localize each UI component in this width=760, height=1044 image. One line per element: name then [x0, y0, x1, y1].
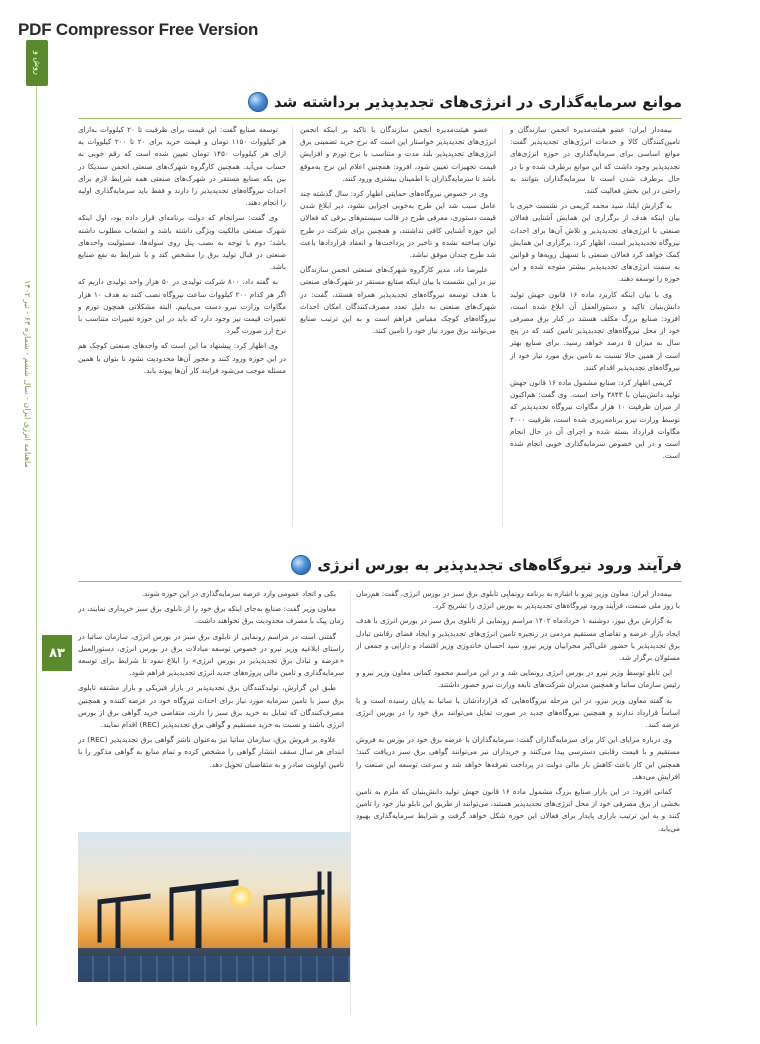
paragraph: معاون وزیر گفت: صنایع به‌جای اینکه برق خود را از تابلوی برق سبز خریداری نمایند، در زمان پیک با مصرف محدودیت برق نخواهند داشت. — [78, 604, 344, 626]
article1-title: موانع سرمایه‌گذاری در انرژی‌های تجدیدپذیر برداشته شد — [273, 93, 682, 111]
watermark: PDF Compressor Free Version — [18, 20, 259, 39]
paragraph: به گفته داد، ۸۰۰ شرکت تولیدی در ۵۰ هزار واحد تولیدی داریم که اگر هر کدام ۲۰۰ کیلووات ساعت نیروگاه نصب کنند به هدف ۱۰ هزار مگاوات وزارت نیرو دست می‌یابیم. البته مشکلاتی همچون تورم و تغییرات قیمت نیز وجود دارد که باید در این حوزه تغییرات متناسب با نرخ ارز صورت گیرد. — [78, 277, 286, 336]
globe-icon — [248, 92, 268, 112]
article1-column-1 — [510, 124, 680, 529]
side-rule — [36, 86, 37, 1026]
column-divider — [502, 126, 503, 526]
paragraph: وی در خصوص نیروگاه‌های حمایتی اظهار کرد: سال گذشته چند عامل سبب شد این طرح به‌خوبی اجرایی نشود، دیر ابلاغ شدن قیمت دستوری، معرفی طرح در قالب سیستم‌های برقی که فعالان این حوزه آشنایی کافی نداشتند، و همچنین برای شرکت در طرح توان ساخته نشده و تاخیر در پرداخت‌ها و انعقاد قراردادها باعث شد طرح چندان موفق نباشد. — [300, 189, 496, 260]
paragraph: وی گفت: سرانجام که دولت برنامه‌ای قرار داده بود، اول اینکه شهرک صنعتی مالکیت ویژگی داشته باشد و انشعاب مطلوب داشته باشد؛ دوم با توجه به نصب پنل روی سوله‌ها، مسئولیت واحدهای صنعتی در قبال تولید برق را مشخص کند و با شرایط به نفع صنایع باشد. — [78, 213, 286, 272]
paragraph: توسعه صنایع گفت: این قیمت برای ظرفیت تا ۲۰ کیلووات به‌ازای هر کیلووات ۱۱۵۰ تومان و قیمت خرید برای ۲۰ تا ۲۰۰ کیلووات به ازای هر کیلووات ۱۴۵۰ تومان تعیین شده است که رقم خوبی به حساب می‌آید. همچنین کارگروه شهرک‌های صنعتی انجمن سندیکا در بین یکه صنایع مستقر در شهرک‌های صنعتی همه شرایط لازم برای احداث نیروگاه‌های تجدیدپذیر را دارند و فقط باید سرمایه‌گذاری اولیه را انجام دهند. — [78, 125, 286, 208]
paragraph: وی اظهار کرد: پیشنهاد ما این است که واحدهای صنعتی کوچک هم در این حوزه ورود کنند و مجوز آن‌ها محدودیت نشود تا بتوان با همین مسئله موجب می‌شود فرایند کار آن‌ها پیوند یابد. — [78, 341, 286, 375]
article1-heading — [248, 92, 682, 112]
solar-oil-photo — [78, 832, 350, 982]
column-divider — [292, 126, 293, 526]
paragraph: بیمه‌دار ایران: معاون وزیر نیرو با اشاره به برنامه رونمایی تابلوی برق سبز در بورس انرژی، گفت: هم‌زمان با روز ملی صنعت، فرآیند ورود نیروگاه‌های تجدیدپذیر به بورس انرژی را تشریح کرد. — [356, 589, 680, 611]
paragraph: کریمی اظهار کرد: صنایع مشمول ماده ۱۶ قانون جهش تولید دانش‌بنیان با ۳۸۴۳ واحد است. وی گفت: هم‌اکنون از میزان ظرفیت ۱۰ هزار مگاوات نیروگاه تجدیدپذیر که توسط وزارت نیرو برنامه‌ریزی شده است، ظرفیت ۴۰۰۰ مگاوات قرارداد بسته شده و اجرای آن در حال انجام است و در این خصوص سرمایه‌گذاری خوبی انجام شده است. — [510, 378, 680, 461]
article2-title: فرآیند ورود نیروگاه‌های تجدیدپذیر به بورس انرژی — [317, 556, 682, 574]
article2-heading — [291, 555, 682, 575]
page-number: ۸۳ — [42, 635, 72, 671]
paragraph: گفتنی است در مراسم رونمایی از تابلوی برق سبز در بورس انرژی، سازمان ساتبا در راستای ابلاغیه وزیر نیرو در خصوص توسعه مبادلات برق در بورس انرژی، دستورالعمل «عرضه و تبادل برق تجدیدپذیر در بورس انرژی» را ابلاغ نمود تا شرایط برای توسعه سرمایه‌گذاری و تامین مالی پروژه‌های جدید انرژی تجدیدپذیر فراهم شود. — [78, 631, 344, 678]
paragraph: علاوه بر فروش برق، سازمان ساتبا نیز به‌عنوان ناشر گواهی برق تجدیدپذیر (REC) در ابتدای هر سال سقف انتشار گواهی را مشخص کرده و تمام منابع به گواهی مذکور را با تامین اولویت صادر و به متقاضیان تحویل دهد. — [78, 735, 344, 769]
article1-column-2 — [300, 124, 496, 529]
article2-left-column — [78, 588, 344, 826]
article1-column-3 — [78, 124, 286, 539]
paragraph: یکی و اتحاد عمومی وارد عرصه سرمایه‌گذاری در این حوزه شوند. — [141, 589, 336, 598]
paragraph: این تابلو توسط وزیر نیرو در بورس انرژی رونمایی شد و در این مراسم محمود کمانی معاون وزیر نیرو و رئیس سازمان ساتبا و همچنین مدیران شرکت‌های تابعه وزارت نیرو حضور داشتند. — [356, 668, 680, 690]
solar-panels — [78, 956, 350, 982]
paragraph: به گزارش برق نیوز، دوشنبه ۱ خردادماه ۱۴۰۲ مراسم رونمایی از تابلوی برق سبز در بورس انرژی با هدف ایجاد بازار عرضه و تقاضای مستقیم مردمی در زنجیره تامین انرژی‌های تجدیدپذیر و ایجاد فضای رقابتی تبادل برق تجدیدپذیر با حضور علی‌اکبر محرابیان وزیر نیرو، سید احسان خاندوزی وزیر اقتصاد و دارایی و جمعی از مسئولان برگزار شد. — [356, 616, 680, 663]
paragraph: بیمه‌دار ایران: عضو هیئت‌مدیره انجمن سازندگان و تامین‌کنندگان کالا و خدمات انرژی‌های تجدیدپذیر گفت: موانع اساسی برای سرمایه‌گذاری در حوزه انرژی‌های تجدیدپذیر وجود داشت که این موانع برطرف شده و با در حال برطرف شدن است تا سرمایه‌گذاران بتوانند به راحتی در این بخش فعالیت کنند. — [510, 125, 680, 196]
column-divider — [350, 590, 351, 1015]
paragraph: علیرضا داد، مدیر کارگروه شهرک‌های صنعتی انجمن سازندگان نیز در این نشست با بیان اینکه صنایع مستقر در شهرک‌های صنعتی با هدف توسعه نیروگاه‌های تجدیدپذیر همراه هستند، گفت: در شهرک‌های صنعتی به دلیل تعدد مصرف‌کنندگان امکان احداث نیروگاه‌های کوچک مقیاس فراهم است و به این ترتیب صنایع می‌توانند برق مورد نیاز خود را تامین کنند. — [300, 265, 496, 336]
section-tab: روش و فناوری — [26, 40, 48, 86]
globe-icon — [291, 555, 311, 575]
paragraph: وی درباره مزایای این کار برای سرمایه‌گذاران گفت: سرمایه‌گذاران با عرضه برق خود در بورس به فروش مستقیم و با قیمت رقابتی دسترسی پیدا می‌کنند و خریداران نیز می‌توانند گواهی برق سبز دریافت کنند؛ همچنین این کار باعث کاهش بار مالی دولت در پرداخت تعرفه‌ها خواهد شد و سرعت توسعه این صنعت را افزایش می‌دهد. — [356, 735, 680, 781]
paragraph: وی با بیان اینکه کاربرد ماده ۱۶ قانون جهش تولید دانش‌بنیان تاکید و دستورالعمل آن ابلاغ شده است، افزود: صنایع بزرگ مکلف هستند در کنار برق مصرفی خود از محل نیروگاه‌های تجدیدپذیر تامین کنند که در پنج سال به میزان ۵ درصد خواهد رسید. برای صنایع بهتر است از همین حالا نسبت به تامین برق مورد نیاز خود از نیروگاه‌های تجدیدپذیر اقدام کنند. — [510, 289, 680, 372]
article2-rule — [78, 581, 682, 582]
paragraph: به گزارش ایلنا، سید محمد کریمی در نشست خبری با بیان اینکه هدف از برگزاری این همایش آشنایی فعالان صنعتی با انرژی‌های تجدیدپذیر و تلاش آن‌ها برای احداث نیروگاه تجدیدپذیر است، اظهار کرد: برگزاری این همایش کمک خواهد کرد فعالان صنعتی با تسهیل رویه‌ها و قوانین به سمت انرژی‌های تجدیدپذیر بیشتر متوجه شده و این حوزه را توسعه دهند. — [510, 201, 680, 284]
article1-rule — [78, 118, 682, 119]
article2-right-column — [356, 588, 680, 1018]
paragraph: عضو هیئت‌مدیره انجمن سازندگان با تاکید بر اینکه انجمن انرژی‌های تجدیدپذیر خواستار این است که نرخ خرید تضمینی برق انرژی‌های تجدیدپذیر بلند مدت و متناسب با نرخ تورم و افزایش قیمت تجهیزات تعیین شود، افزود: همچنین اعلام این نرخ به‌موقع باشد تا سرمایه‌گذاران با اطمینان بیشتری ورود کنند. — [300, 125, 496, 183]
paragraph: کمانی افزود: در این بازار صنایع بزرگ مشمول ماده ۱۶ قانون جهش تولید دانش‌بنیان که ملزم به تامین بخشی از برق مصرفی خود از محل انرژی‌های تجدیدپذیر هستند، می‌توانند از طریق این تابلو نیاز خود را تامین کنند و به این ترتیب بازاری پایدار برای فعالان این حوزه شکل خواهد گرفت و شرایط سرمایه‌گذاری بهبود می‌یابد. — [356, 787, 680, 833]
paragraph: به گفته معاون وزیر نیرو، در این مرحله نیروگاه‌هایی که قراردادشان با ساتبا به پایان رسیده است و یا اساساً قرارداد ندارند و همچنین نیروگاه‌های جدید در صورت تمایل می‌توانند برق خود را در بورس انرژی عرضه کنند. — [356, 695, 680, 730]
paragraph: طبق این گزارش، تولیدکنندگان برق تجدیدپذیر در بازار فیزیکی و بازار مشتقه تابلوی برق سبز با تامین سرمایه مورد نیاز برای احداث نیروگاه خود در عرضه کننده و همچنین مصرف‌کنندگان که تمایل به خرید برق سبز را دارند، متقاضی خرید گواهی برق از بورس انرژی باشند و نسبت به خرید مستقیم و گواهی برق تجدیدپذیر (REC) اقدام نمایند. — [78, 683, 344, 730]
issue-caption: ماهنامه انرژی ایران - سال ششم - شماره ۶۴ - تیر ۱۴۰۲ — [23, 280, 32, 468]
